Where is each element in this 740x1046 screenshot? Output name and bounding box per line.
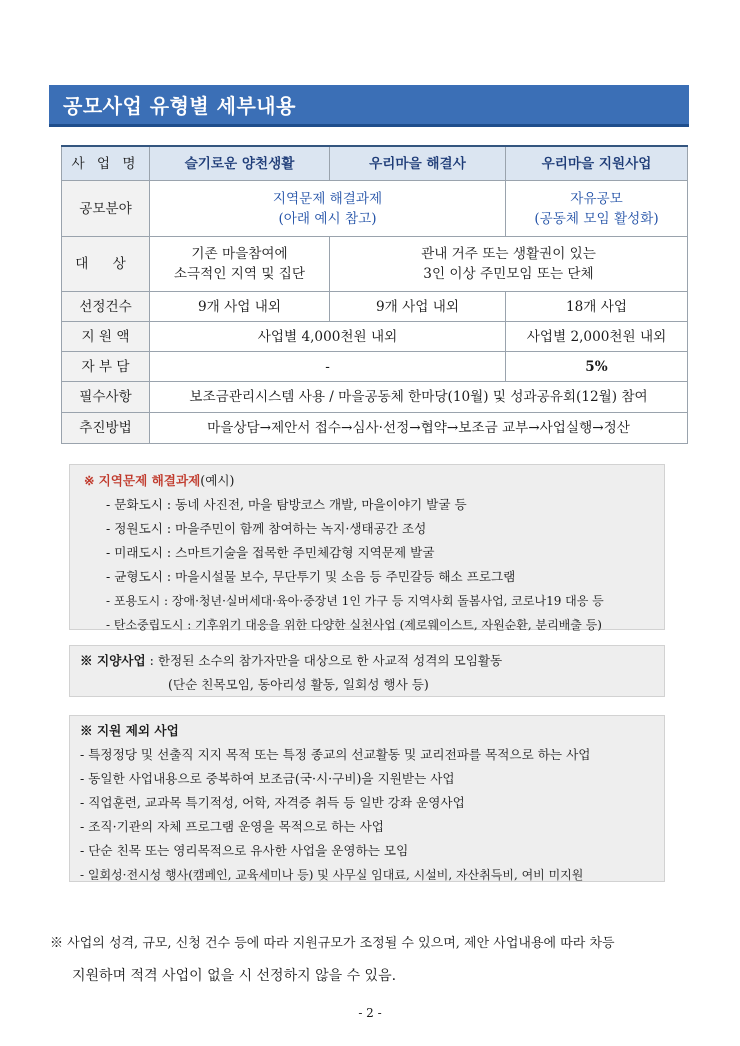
table-row [62, 413, 688, 444]
program-table [61, 145, 688, 444]
table-cell: 사업별 2,000천원 내외 [506, 322, 688, 352]
row-label: 지 원 액 [62, 322, 150, 352]
table-row [62, 181, 688, 237]
table-row [62, 352, 688, 382]
table-cell [506, 181, 688, 237]
table-cell: 9개 사업 내외 [150, 292, 330, 322]
list-item: - 일회성·전시성 행사(캠페인, 교육세미나 등) 및 사무실 임대료, 시설비, 자산취득비, 여비 미지원 [80, 868, 584, 882]
row-label: 필수사항 [62, 382, 150, 413]
table-header-row [62, 146, 688, 181]
table-cell: 5% [506, 352, 688, 382]
section-title-bar [49, 85, 689, 127]
list-item: - 조직·기관의 자체 프로그램 운영을 목적으로 하는 사업 [80, 819, 384, 834]
table-row [62, 382, 688, 413]
row-label: 대 상 [62, 237, 150, 292]
discouraged-projects-box [69, 645, 665, 697]
header-cell: 사 업 명 [62, 146, 150, 181]
cell-line: 관내 거주 또는 생활권이 있는 [421, 246, 596, 262]
header-cell: 우리마을 해결사 [330, 146, 506, 181]
box-title: ※ 지원 제외 사업 [80, 723, 179, 738]
cell-line: (공동체 모임 활성화) [534, 210, 659, 227]
list-item: - 단순 친목 또는 영리목적으로 유사한 사업을 운영하는 모임 [80, 843, 409, 858]
box-line: (단순 친목모임, 동아리성 활동, 일회성 행사 등) [168, 677, 429, 692]
list-item: - 균형도시 : 마을시설물 보수, 무단투기 및 소음 등 주민갈등 해소 프로그램 [106, 569, 516, 584]
table-row [62, 322, 688, 352]
header-cell: 슬기로운 양천생활 [150, 146, 330, 181]
section-title: 공모사업 유형별 세부내용 [63, 94, 296, 118]
list-item: - 포용도시 : 장애·청년·실버세대·육아·중장년 1인 가구 등 지역사회 돌봄사업, 코로나19 대응 등 [106, 594, 604, 608]
reference-mark: ※ [84, 473, 95, 488]
cell-line: (아래 예시 참고) [278, 210, 377, 227]
header-cell: 우리마을 지원사업 [506, 146, 688, 181]
cell-line: 소극적인 지역 및 집단 [173, 266, 306, 282]
cell-line: 3인 이상 주민모임 또는 단체 [423, 266, 594, 282]
box-title: 지역문제 해결과제 [98, 473, 201, 488]
regional-issue-box [69, 464, 665, 630]
footnote-line: 지원하며 적격 사업이 없을 시 선정하지 않을 수 있음. [72, 968, 397, 984]
cell-line: 기존 마을참여에 [191, 246, 288, 262]
list-item: - 문화도시 : 동네 사진전, 마을 탐방코스 개발, 마을이야기 발굴 등 [106, 497, 467, 512]
table-cell: 마을상담→제안서 접수→심사·선정→협약→보조금 교부→사업실행→정산 [150, 413, 688, 444]
row-label: 자 부 담 [62, 352, 150, 382]
list-item: - 미래도시 : 스마트기술을 접목한 주민체감형 지역문제 발굴 [106, 545, 435, 560]
table-cell: 보조금관리시스템 사용 / 마을공동체 한마당(10월) 및 성과공유회(12월) 참여 [150, 382, 688, 413]
list-item: - 직업훈련, 교과목 특기적성, 어학, 자격증 취득 등 일반 강좌 운영사업 [80, 795, 465, 810]
table-row [62, 237, 688, 292]
list-item: - 탄소중립도시 : 기후위기 대응을 위한 다양한 실천사업 (제로웨이스트, 자원순환, 분리배출 등) [106, 618, 602, 632]
box-text: : 한정된 소수의 참가자만을 대상으로 한 사교적 성격의 모임활동 [145, 653, 503, 668]
table-cell [150, 181, 506, 237]
table-cell: 18개 사업 [506, 292, 688, 322]
footnote [50, 928, 700, 992]
box-title: ※ 지양사업 [80, 653, 146, 668]
cell-line: 지역문제 해결과제 [272, 190, 383, 207]
excluded-projects-box [69, 715, 665, 882]
row-label: 공모분야 [62, 181, 150, 237]
table-cell [150, 237, 330, 292]
table-cell: - [150, 352, 506, 382]
table-cell: 9개 사업 내외 [330, 292, 506, 322]
row-label: 추진방법 [62, 413, 150, 444]
box-title-line [84, 469, 650, 493]
page-number: - 2 - [358, 1006, 382, 1020]
list-item: - 동일한 사업내용으로 중복하여 보조금(국·시·구비)을 지원받는 사업 [80, 771, 455, 786]
box-line [80, 649, 654, 673]
cell-line: 자유공모 [570, 190, 623, 207]
table-cell: 사업별 4,000천원 내외 [150, 322, 506, 352]
footnote-line: ※ 사업의 성격, 규모, 신청 건수 등에 따라 지원규모가 조정될 수 있으며, 제안 사업내용에 따라 차등 [50, 936, 615, 951]
table-cell [330, 237, 688, 292]
table-row [62, 292, 688, 322]
list-item: - 특정정당 및 선출직 지지 목적 또는 특정 종교의 선교활동 및 교리전파를 목적으로 하는 사업 [80, 747, 591, 762]
box-title-suffix: (예시) [200, 473, 235, 488]
row-label: 선정건수 [62, 292, 150, 322]
list-item: - 정원도시 : 마을주민이 함께 참여하는 녹지·생태공간 조성 [106, 521, 427, 536]
